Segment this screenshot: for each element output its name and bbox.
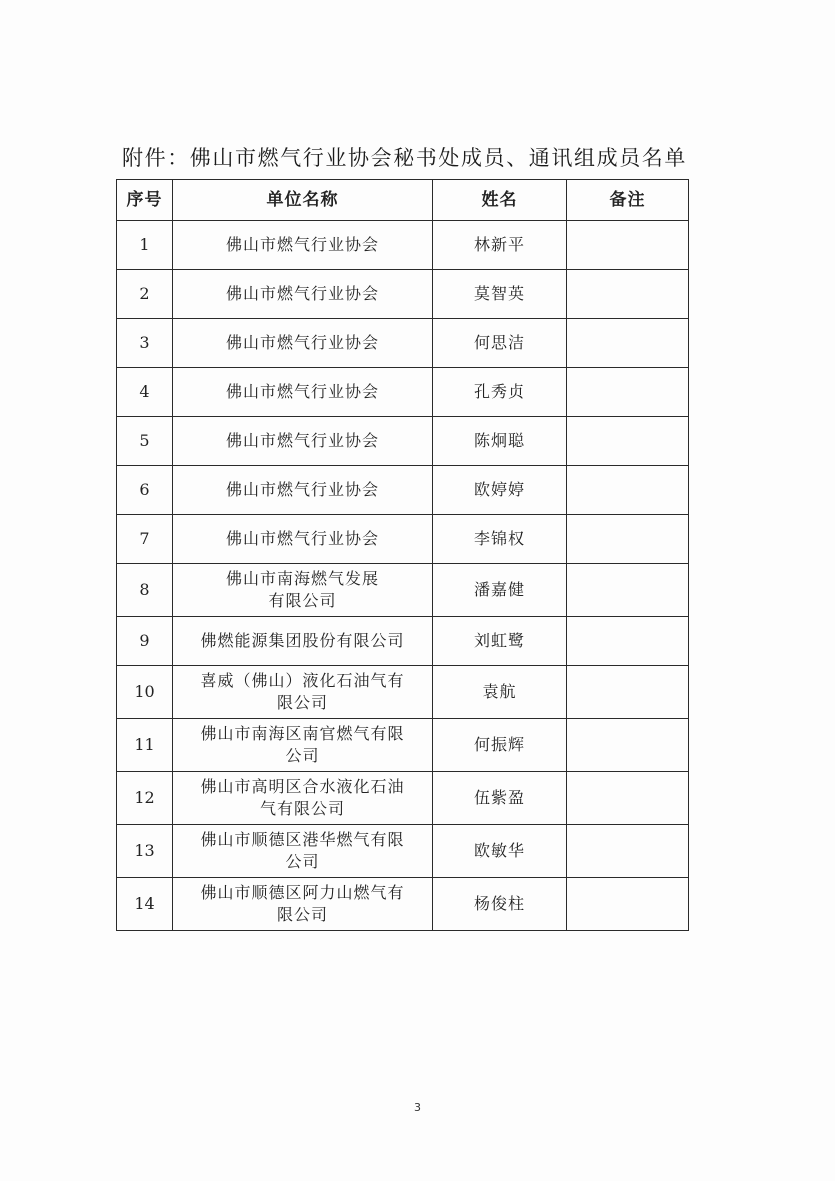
row-number: 11: [117, 719, 173, 772]
row-note: [567, 270, 689, 319]
row-number: 8: [117, 564, 173, 617]
row-person: 欧敏华: [433, 825, 567, 878]
row-unit-line: 佛山市顺德区阿力山燃气有: [200, 883, 405, 902]
table-header-row: [117, 180, 689, 221]
row-unit-line: 有限公司: [268, 591, 337, 610]
document-title: 附件：佛山市燃气行业协会秘书处成员、通讯组成员名单: [122, 146, 687, 170]
row-unit: [173, 772, 433, 825]
row-unit: 佛山市燃气行业协会: [173, 466, 433, 515]
header-remarks: 备注: [567, 180, 689, 221]
row-unit-line: 佛山市南海燃气发展: [225, 569, 379, 588]
row-unit-line: 佛山市顺德区港华燃气有限: [200, 830, 405, 849]
page-number: 3: [414, 1101, 421, 1114]
table-row: [117, 825, 689, 878]
row-note: [567, 772, 689, 825]
row-person: 刘虹鹭: [433, 617, 567, 666]
row-note: [567, 466, 689, 515]
table-row: [117, 878, 689, 931]
row-unit: 佛燃能源集团股份有限公司: [173, 617, 433, 666]
table-row: [117, 515, 689, 564]
row-number: 4: [117, 368, 173, 417]
row-unit: [173, 719, 433, 772]
row-number: 5: [117, 417, 173, 466]
row-unit-line: 限公司: [276, 693, 328, 712]
row-person: 孔秀贞: [433, 368, 567, 417]
row-note: [567, 417, 689, 466]
row-number: 2: [117, 270, 173, 319]
row-person: 袁航: [433, 666, 567, 719]
row-unit: 佛山市燃气行业协会: [173, 319, 433, 368]
row-unit: [173, 878, 433, 931]
table-row: [117, 772, 689, 825]
row-unit: 佛山市燃气行业协会: [173, 270, 433, 319]
table-row: [117, 466, 689, 515]
row-person: 潘嘉健: [433, 564, 567, 617]
row-unit: [173, 825, 433, 878]
row-note: [567, 515, 689, 564]
row-person: 杨俊柱: [433, 878, 567, 931]
row-number: 14: [117, 878, 173, 931]
row-number: 7: [117, 515, 173, 564]
row-person: 何振辉: [433, 719, 567, 772]
row-number: 3: [117, 319, 173, 368]
row-person: 陈炯聪: [433, 417, 567, 466]
row-unit: 佛山市燃气行业协会: [173, 368, 433, 417]
table-row: [117, 666, 689, 719]
row-unit-line: 公司: [285, 852, 320, 871]
row-unit: [173, 564, 433, 617]
table-row: [117, 719, 689, 772]
row-unit-line: 公司: [285, 746, 320, 765]
row-unit-line: 喜威（佛山）液化石油气有: [200, 671, 405, 690]
row-number: 12: [117, 772, 173, 825]
row-number: 9: [117, 617, 173, 666]
row-note: [567, 878, 689, 931]
row-number: 10: [117, 666, 173, 719]
row-unit: 佛山市燃气行业协会: [173, 221, 433, 270]
row-unit: 佛山市燃气行业协会: [173, 515, 433, 564]
row-number: 1: [117, 221, 173, 270]
row-person: 李锦权: [433, 515, 567, 564]
row-note: [567, 221, 689, 270]
row-note: [567, 564, 689, 617]
table-row: [117, 417, 689, 466]
table-row: [117, 617, 689, 666]
row-unit: 佛山市燃气行业协会: [173, 417, 433, 466]
table-row: [117, 368, 689, 417]
table-row: [117, 319, 689, 368]
row-unit-line: 佛山市高明区合水液化石油: [200, 777, 405, 796]
row-unit-line: 限公司: [276, 905, 328, 924]
row-unit: [173, 666, 433, 719]
row-person: 何思洁: [433, 319, 567, 368]
row-number: 13: [117, 825, 173, 878]
member-roster-table: [116, 179, 689, 931]
row-person: 伍紫盈: [433, 772, 567, 825]
row-person: 欧婷婷: [433, 466, 567, 515]
row-unit-line: 佛山市南海区南官燃气有限: [200, 724, 405, 743]
row-note: [567, 719, 689, 772]
row-number: 6: [117, 466, 173, 515]
header-person-name: 姓名: [433, 180, 567, 221]
row-person: 林新平: [433, 221, 567, 270]
row-note: [567, 666, 689, 719]
row-note: [567, 368, 689, 417]
row-note: [567, 617, 689, 666]
table-row: [117, 270, 689, 319]
table-row: [117, 221, 689, 270]
header-serial-number: 序号: [117, 180, 173, 221]
row-note: [567, 319, 689, 368]
row-note: [567, 825, 689, 878]
table-row: [117, 564, 689, 617]
row-unit-line: 气有限公司: [259, 799, 345, 818]
row-person: 莫智英: [433, 270, 567, 319]
header-unit-name: 单位名称: [173, 180, 433, 221]
